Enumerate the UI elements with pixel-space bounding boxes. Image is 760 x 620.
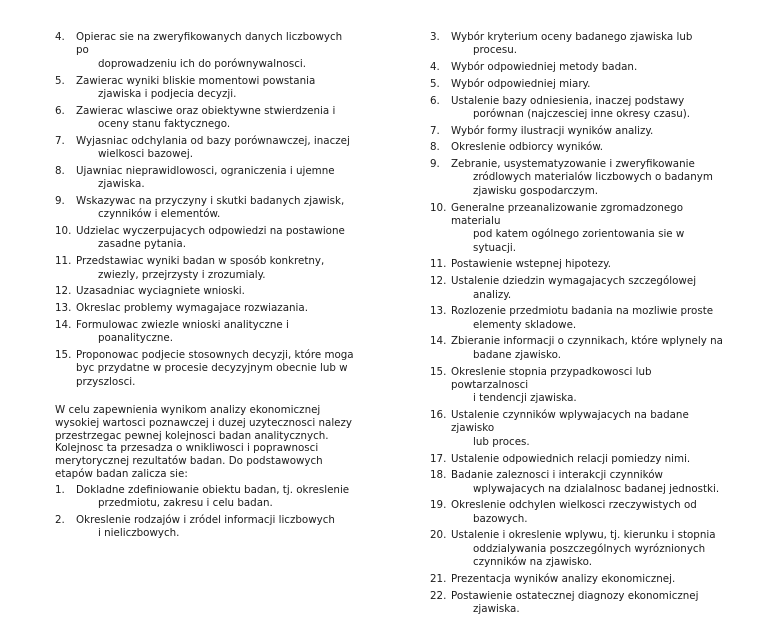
- item-text-continuation: zwiezly, przejrzysty i zrozumialy.: [98, 268, 266, 281]
- item-text-continuation: zjawiska i podjecia decyzji.: [98, 87, 237, 100]
- list-item: [55, 135, 355, 162]
- item-text-continuation: zasadne pytania.: [98, 238, 187, 251]
- item-text-line: Ustalenie dziedzin wymagajacych szczególowej: [451, 275, 697, 288]
- item-text: [55, 349, 355, 389]
- list-item: [55, 31, 355, 71]
- item-text: [430, 78, 730, 91]
- item-text-continuation: zródlowych materialów liczbowych o badanym: [473, 171, 713, 184]
- item-text-line: Badanie zaleznosci i interakcji czynników: [451, 469, 663, 482]
- item-number: 15.: [55, 348, 72, 361]
- item-text-line: Zebranie, usystematyzowanie i zweryfikowanie: [451, 158, 695, 171]
- item-text: [55, 302, 355, 315]
- item-text-continuation: i nieliczbowych.: [98, 527, 180, 540]
- item-text: [55, 165, 355, 192]
- item-text-line: Ustalenie czynników wplywajacych na badane zjawisko: [451, 409, 689, 435]
- item-text-continuation: wplywajacych na dzialalnosc badanej jednostki.: [473, 482, 720, 495]
- right-column: [430, 31, 730, 620]
- item-text-continuation: oceny stanu faktycznego.: [98, 118, 231, 131]
- item-text: [55, 195, 355, 222]
- item-number: 6.: [430, 94, 440, 107]
- item-text-line: Wybór formy ilustracji wyników analizy.: [451, 124, 654, 137]
- item-number: 7.: [55, 134, 65, 147]
- list-item: [430, 158, 730, 198]
- stages-list-start: [55, 484, 355, 541]
- list-item: [430, 499, 730, 526]
- stages-list-continued: [430, 31, 730, 616]
- item-text: [430, 95, 730, 122]
- item-number: 5.: [55, 74, 65, 87]
- item-number: 21.: [430, 572, 447, 585]
- item-text: [55, 75, 355, 102]
- item-text: [430, 590, 730, 617]
- item-number: 18.: [430, 469, 447, 482]
- list-item: [430, 529, 730, 569]
- item-text-continuation: oddzialywania poszczególnych wyróznionych: [473, 542, 706, 555]
- item-text-line: Uzasadniac wyciagniete wnioski.: [76, 285, 245, 298]
- item-text-line: Okreslenie odbiorcy wyników.: [451, 141, 604, 154]
- list-item: [55, 319, 355, 346]
- item-text: [55, 319, 355, 346]
- list-item: [430, 125, 730, 138]
- item-text: [430, 573, 730, 586]
- item-text-continuation: przedmiotu, zakresu i celu badan.: [98, 497, 273, 510]
- item-text: [430, 409, 730, 449]
- item-text-line: Proponowac podjecie stosownych decyzji, które moga: [76, 348, 354, 361]
- item-text: [55, 484, 355, 511]
- left-column: [55, 31, 355, 544]
- item-number: 10.: [430, 201, 447, 214]
- item-number: 17.: [430, 452, 447, 465]
- item-text-continuation: zjawiska.: [98, 178, 145, 191]
- item-text: [430, 469, 730, 496]
- item-text-line: Przedstawiac wyniki badan w sposób konkretny,: [76, 255, 325, 268]
- item-text-line: Wybór kryterium oceny badanego zjawiska lub: [451, 31, 693, 43]
- item-text-line: Dokladne zdefiniowanie obiektu badan, tj. okreslenie: [76, 483, 350, 496]
- list-item: [55, 195, 355, 222]
- item-number: 11.: [430, 258, 447, 271]
- item-text-continuation: badane zjawisko.: [473, 348, 562, 361]
- list-item: [430, 453, 730, 466]
- item-text-continuation: doprowadzeniu ich do porównywalnosci.: [98, 57, 307, 70]
- item-text-continuation: czynników na zjawisko.: [473, 556, 592, 569]
- item-number: 14.: [430, 335, 447, 348]
- list-item: [55, 302, 355, 315]
- item-number: 16.: [430, 409, 447, 422]
- item-number: 13.: [430, 305, 447, 318]
- item-text-line: Wyjasniac odchylania od bazy porównawczej, inaczej: [76, 134, 350, 147]
- item-text-continuation: byc przydatne w procesie decyzyjnym obecnie lub w: [76, 362, 348, 375]
- item-text: [55, 285, 355, 298]
- list-item: [55, 105, 355, 132]
- list-item: [55, 349, 355, 389]
- list-item: [430, 31, 730, 58]
- item-text: [55, 135, 355, 162]
- item-text-line: Zawierac wyniki bliskie momentowi powstania: [76, 74, 316, 87]
- item-number: 14.: [55, 318, 72, 331]
- list-item: [55, 484, 355, 511]
- intro-paragraph: W celu zapewnienia wynikom analizy ekonomicznej wysokiej wartosci poznawczej i duzej uzytecznosci nalezy przestrzegac pewnej kolejnosci badan analitycznych. Kolejnosc ta przesadza o wnikliwosci i poprawnosci merytorycznej rezultatów badan. Do podstawowych etapów badan zalicza sie:: [55, 404, 353, 480]
- item-text-line: Rozlozenie przedmiotu badania na mozliwie proste: [451, 305, 714, 318]
- item-text: [430, 258, 730, 271]
- list-item: [55, 165, 355, 192]
- item-number: 9.: [430, 158, 440, 171]
- list-item: [430, 95, 730, 122]
- item-text: [430, 31, 730, 58]
- item-text: [430, 453, 730, 466]
- list-item: [430, 78, 730, 91]
- item-text: [430, 335, 730, 362]
- item-text-continuation: czynników i elementów.: [98, 208, 221, 221]
- item-text: [430, 202, 730, 256]
- item-number: 4.: [55, 31, 65, 43]
- item-text-continuation: elementy skladowe.: [473, 318, 577, 331]
- item-text: [430, 61, 730, 74]
- item-number: 10.: [55, 225, 72, 238]
- item-number: 20.: [430, 529, 447, 542]
- item-text-continuation: analizy.: [473, 288, 512, 301]
- item-text-continuation: procesu.: [473, 44, 518, 57]
- item-text: [430, 305, 730, 332]
- list-item: [430, 202, 730, 256]
- item-text-line: Prezentacja wyników analizy ekonomicznej.: [451, 572, 676, 585]
- item-text-line: Formulowac zwiezle wnioski analityczne i: [76, 318, 289, 331]
- item-number: 3.: [430, 31, 440, 43]
- item-number: 11.: [55, 255, 72, 268]
- item-text-line: Postawienie wstepnej hipotezy.: [451, 258, 612, 271]
- item-number: 8.: [430, 141, 440, 154]
- item-number: 2.: [55, 513, 65, 526]
- item-text-line: Okreslenie stopnia przypadkowosci lub powtarzalnosci: [451, 365, 652, 391]
- item-text: [430, 499, 730, 526]
- item-text: [430, 529, 730, 569]
- list-item: [430, 275, 730, 302]
- item-text: [55, 225, 355, 252]
- item-text-continuation: bazowych.: [473, 512, 528, 525]
- item-number: 19.: [430, 499, 447, 512]
- item-text: [55, 105, 355, 132]
- item-text-line: Postawienie ostatecznej diagnozy ekonomicznej: [451, 589, 699, 602]
- item-number: 22.: [430, 589, 447, 602]
- item-number: 13.: [55, 301, 72, 314]
- item-number: 12.: [430, 275, 447, 288]
- item-number: 7.: [430, 124, 440, 137]
- list-item: [430, 469, 730, 496]
- list-item: [55, 255, 355, 282]
- item-number: 1.: [55, 483, 65, 496]
- list-item: [430, 141, 730, 154]
- item-text: [430, 275, 730, 302]
- item-text-continuation: poanalityczne.: [98, 332, 174, 345]
- item-text-continuation: zjawiska.: [473, 603, 520, 616]
- list-item: [430, 590, 730, 617]
- item-text: [55, 31, 355, 71]
- list-item: [430, 366, 730, 406]
- item-text: [430, 366, 730, 406]
- list-item: [430, 61, 730, 74]
- list-item: [430, 409, 730, 449]
- item-text-line: Wskazywac na przyczyny i skutki badanych zjawisk,: [76, 194, 345, 207]
- item-text: [430, 141, 730, 154]
- item-number: 8.: [55, 164, 65, 177]
- item-number: 12.: [55, 285, 72, 298]
- item-text-line: Okreslenie rodzajów i zródel informacji liczbowych: [76, 513, 335, 526]
- list-item: [55, 75, 355, 102]
- item-text-continuation: zjawisku gospodarczym.: [473, 184, 599, 197]
- item-number: 5.: [430, 77, 440, 90]
- item-text-line: Okreslac problemy wymagajace rozwiazania.: [76, 301, 308, 314]
- item-text-line: Ustalenie odpowiednich relacji pomiedzy nimi.: [451, 452, 691, 465]
- item-text-line: Ustalenie i okreslenie wplywu, tj. kierunku i stopnia: [451, 529, 716, 542]
- item-text-line: Ujawniac nieprawidlowosci, ograniczenia i ujemne: [76, 164, 335, 177]
- item-text-continuation: wielkosci bazowej.: [98, 148, 193, 161]
- item-text-line: Wybór odpowiedniej metody badan.: [451, 61, 638, 74]
- item-text-line: Wybór odpowiedniej miary.: [451, 77, 591, 90]
- list-item: [55, 285, 355, 298]
- item-number: 9.: [55, 194, 65, 207]
- item-text: [430, 158, 730, 198]
- item-text-continuation: i tendencji zjawiska.: [473, 392, 577, 405]
- item-text-continuation: lub proces.: [473, 435, 530, 448]
- item-text-line: Generalne przeanalizowanie zgromadzonego materialu: [451, 201, 684, 227]
- item-text-line: Opierac sie na zweryfikowanych danych liczbowych po: [76, 31, 343, 57]
- item-number: 4.: [430, 61, 440, 74]
- list-item: [430, 573, 730, 586]
- item-number: 6.: [55, 104, 65, 117]
- item-text-continuation: pod katem ogólnego zorientowania sie w sytuacji.: [473, 228, 685, 254]
- item-text-line: Ustalenie bazy odniesienia, inaczej podstawy: [451, 94, 685, 107]
- list-item: [55, 225, 355, 252]
- item-text-line: Okreslenie odchylen wielkosci rzeczywistych od: [451, 499, 697, 512]
- item-text-line: Zbieranie informacji o czynnikach, które wplynely na: [451, 335, 723, 348]
- item-text-continuation: porównan (najczesciej inne okresy czasu).: [473, 107, 691, 120]
- item-text-continuation: przyszlosci.: [76, 375, 136, 388]
- list-item: [430, 258, 730, 271]
- criteria-list: [55, 31, 355, 389]
- item-number: 15.: [430, 365, 447, 378]
- item-text-line: Zawierac wlasciwe oraz obiektywne stwierdzenia i: [76, 104, 336, 117]
- item-text-line: Udzielac wyczerpujacych odpowiedzi na postawione: [76, 225, 345, 238]
- item-text: [55, 255, 355, 282]
- list-item: [430, 335, 730, 362]
- item-text: [430, 125, 730, 138]
- list-item: [430, 305, 730, 332]
